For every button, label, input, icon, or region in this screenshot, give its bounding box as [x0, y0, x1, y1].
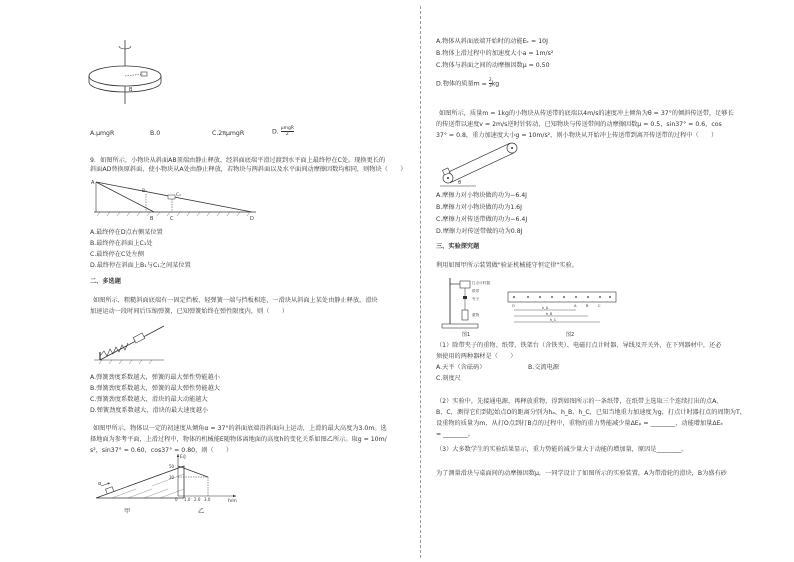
frac-top: μmgR	[280, 126, 294, 131]
q13-part1-line1: （1）除带夹子的重物、纸带、铁架台（含铁夹）、电磁打点计时器、导线及开关外，在下列器材中，还必	[436, 342, 722, 349]
q13-apparatus-figure	[438, 272, 498, 332]
q9-text-2: 斜面AD替换原斜面，使小物块从A处由静止释放，若物块与两斜面以及水平面间动摩擦因数均相同，则物块（ ）	[90, 166, 407, 173]
q12-text-2: 的传送带以速度v = 2m/s逆时针转动，已知物块与传送带间的动摩擦因数μ = 0.5，sin37° = 0.6，cos	[436, 121, 722, 128]
q12-text-3: 37° = 0.8，重力加速度大小g = 10m/s²，则小物块从开始冲上传送带到离开传送带的过程中（ ）	[436, 132, 718, 139]
section-3-heading: 三、实验探究题	[436, 243, 480, 250]
q13-part1-line2: 须使用的两种器材是（ ）	[436, 353, 517, 360]
fig-label-c1: C₁	[176, 193, 181, 198]
q13-part1-option-b: B.交流电源	[528, 364, 559, 371]
q9-option-d: D.最终停在斜面上B₁与C₁之间某位置	[90, 262, 191, 269]
q9-option-b: B.最终停在斜面上C₁处	[90, 240, 153, 247]
q11-option-c: C.物体与斜面之间的动摩擦因数μ = 0.50	[436, 62, 550, 69]
graph-energy-line	[178, 466, 208, 477]
choice-a: A.μmgR	[90, 130, 115, 137]
q13-intro: 利用如图甲所示装置做"验证机械能守恒定律"实验。	[436, 262, 578, 269]
q11-option-d-label: D.物体的质量m =	[436, 80, 489, 88]
fig-label-weight: 重物	[472, 313, 480, 317]
q12-conveyor-figure	[436, 140, 526, 190]
q12-option-d: D.摩擦力对传送带做的功为0.8J	[436, 228, 523, 235]
q11-text-1: 如图甲所示，物体以一定的初速度从倾角α = 37°的斜面底端沿斜面向上运动，上滑的最大高度为3.0m。选	[93, 425, 387, 432]
q12-option-b: B.摩擦力对小物块做的功为1.6J	[436, 204, 522, 211]
q10-option-a: A.弹簧劲度系数越大，弹簧的最大弹性势能越小	[90, 374, 220, 381]
fig-label-tape: 纸带	[472, 289, 480, 293]
q11-caption-a: 甲	[124, 508, 131, 515]
q10-text-2: 加速运动一段时间后压缩弹簧，已知弹簧始终在弹性限度内，则（ ）	[90, 308, 288, 315]
q13-part2-line4: = ________。	[436, 431, 475, 438]
choice-b: B.0	[150, 130, 161, 137]
q10-option-c: C.弹簧劲度系数越大，滑块的最大动能越大	[90, 396, 208, 403]
graph-tick-y-30: 30	[169, 475, 175, 480]
turntable-figure	[85, 36, 165, 108]
q10-option-b: B.弹簧劲度系数越大，弹簧的最大弹性势能越大	[90, 385, 220, 392]
q11-caption-b: 乙	[198, 508, 205, 515]
q13-part2-line3: 设重物的质量为m，从打O点到打B点的过程中，重物的重力势能减少量ΔEₚ = ________，动能增加量ΔEₖ	[436, 420, 724, 427]
q10-option-d: D.弹簧劲度系数越大，滑块的最大速度越小	[90, 407, 209, 414]
q11-energy-graph	[168, 452, 240, 502]
q13-part1-option-c: C.刻度尺	[436, 375, 461, 382]
choice-c: C.2πμmgR	[212, 130, 245, 137]
fig-label-b: B	[129, 87, 133, 93]
graph-tick-y-50: 50	[169, 464, 175, 469]
graph-xlabel: h/m	[228, 499, 237, 502]
section-2-heading: 二、多选题	[90, 278, 121, 285]
q10-spring-figure	[90, 318, 170, 366]
q10-text-1: 如图所示，粗糙斜面底端有一固定挡板，轻弹簧一端与挡板相连，一滑块从斜面上某处由静止释放，滑块	[93, 297, 378, 304]
q13-part2-line1: （2）实验中，先接通电源，再释放重物，得到如图所示的一条纸带，在纸带上选取三个连续打出的点A、	[436, 398, 723, 405]
fig-label-angle: α	[98, 481, 102, 487]
q9-option-a: A.最终停在D点右侧某位置	[90, 229, 163, 236]
q12-text-1: 如图所示，质量m = 1kg的小物块从传送带的底端以4m/s的速度冲上倾角为θ = 37°的倾斜传送带，足够长	[439, 110, 734, 117]
q9-incline-figure	[90, 176, 260, 222]
q14-intro: 为了测量滑块与桌面间的动摩擦因数μ，一同学设计了如图所示的实验装置，A为带滑轮的滑块，B为盛有砂	[436, 470, 727, 477]
q13-tape-figure	[506, 290, 618, 328]
tape-label-b: B	[586, 304, 589, 308]
q13-caption-a: 图1	[462, 332, 471, 338]
tape-label-c: C	[598, 304, 601, 308]
fig-label-c: C	[170, 216, 174, 222]
graph-tick-x-1: 1.0	[184, 497, 191, 502]
tape-dim-hc: h_C	[550, 318, 557, 322]
q11-text-2: 择地面为参考平面，上滑过程中，物体的机械能E随物体离地面的高度h的变化关系如图乙所示。取g = 10m/	[90, 436, 387, 443]
graph-tick-x-2: 2.0	[194, 497, 201, 502]
tape-label-a: A	[574, 304, 577, 308]
fig-label-d: D	[250, 216, 254, 222]
fig-label-b1: B₁	[142, 189, 147, 194]
q9-option-c: C.最终停在C处左侧	[90, 251, 144, 258]
graph-tick-x-0: 0	[175, 497, 178, 502]
graph-tick-x-3: 3.0	[204, 497, 211, 502]
choice-d-fraction	[281, 126, 294, 137]
q11-option-a: A.物体从斜面底端开始时的动能Eₖ = 10J	[436, 38, 548, 45]
fig-label-b: B	[150, 216, 154, 222]
q13-part3: （3）大多数学生的实验结果显示，重力势能的减少量大于动能的增加量，原因是________。	[436, 446, 688, 453]
q11-text-3: s²，sin37° = 0.60，cos37° = 0.80，则（ ）	[90, 447, 233, 454]
q12-option-c: C.摩擦力对传送带做的功为−6.4J	[436, 216, 528, 223]
fig-label-clip: 夹子	[472, 297, 480, 301]
frac-bottom: 2	[285, 132, 289, 137]
q12-option-a: A.摩擦力对小物块做的功为−6.4J	[436, 192, 528, 199]
choice-d-label: D.	[272, 128, 279, 136]
fig-label-theta: θ	[458, 180, 462, 186]
frac-bottom: 3	[488, 84, 492, 89]
q9-text-1: 9．如图所示，小物块从斜面AB顶端由静止释放，经斜面底端平滑过渡到水平面上最终停在C处。现换更长的	[90, 157, 386, 164]
tape-dim-hb: h_B	[546, 312, 553, 316]
q11-d-unit: kg	[491, 80, 500, 88]
q13-caption-b: 图2	[566, 332, 575, 338]
fig-label-timer: 打点计时器	[472, 281, 490, 285]
q11-option-d	[436, 78, 499, 89]
q11-option-b: B.物体上滑过程中的加速度大小a = 1m/s²	[436, 50, 554, 57]
choice-d	[272, 126, 294, 137]
q13-part1-option-a: A.天平（含砝码）	[436, 364, 486, 371]
right-column	[420, 0, 794, 562]
tape-label-o: O	[512, 304, 515, 308]
q13-part2-line2: B、C，测得它们到起始点O的距离分别为hₐ、h_B、h_C，已知当地重力加速度为g，打点计时器打点的周期为T，	[436, 409, 746, 416]
graph-ylabel: E/J	[180, 455, 186, 460]
frac-top: 2	[488, 78, 492, 83]
fig-label-a: A	[91, 180, 95, 186]
tape-dim-ha: h_A	[542, 306, 549, 310]
